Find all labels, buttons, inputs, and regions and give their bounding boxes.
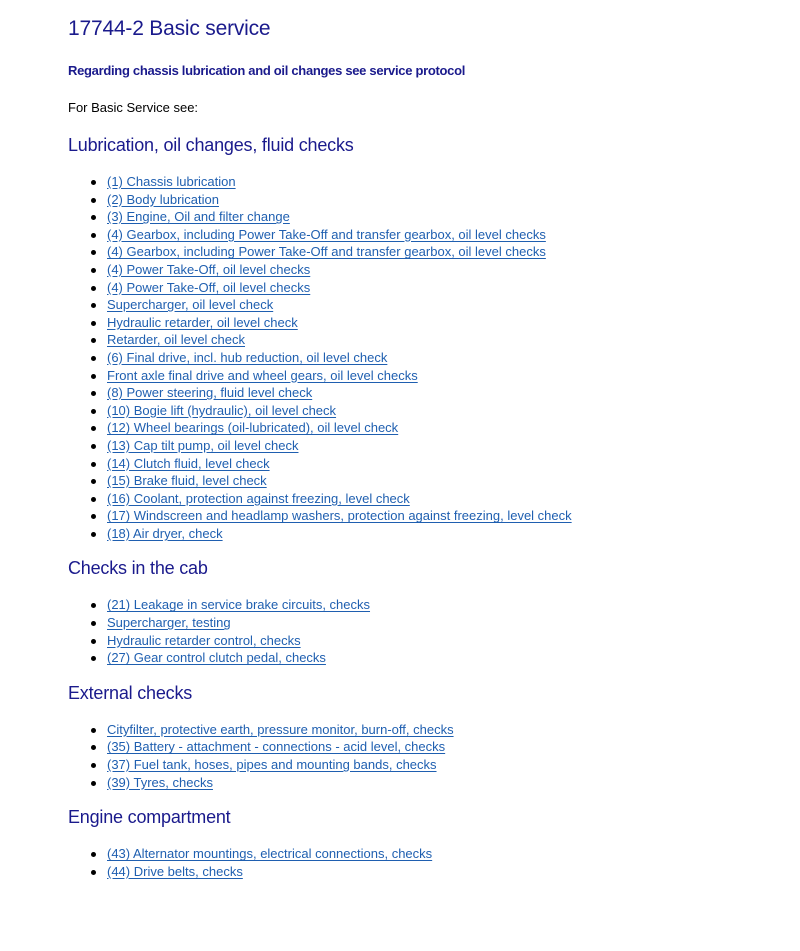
list-item xyxy=(68,261,800,279)
list-item xyxy=(68,367,800,385)
service-link[interactable]: Front axle final drive and wheel gears, oil level checks xyxy=(107,367,418,383)
bullet-icon xyxy=(91,781,96,786)
list-item xyxy=(68,402,800,420)
page-title: 17744-2 Basic service xyxy=(68,17,271,40)
bullet-icon xyxy=(91,215,96,220)
service-link[interactable]: (18) Air dryer, check xyxy=(107,525,223,541)
section-heading-lubrication: Lubrication, oil changes, fluid checks xyxy=(68,135,354,155)
subtitle: Regarding chassis lubrication and oil changes see service protocol xyxy=(68,63,466,78)
link-list-lubrication xyxy=(68,173,800,542)
list-item xyxy=(68,614,800,632)
link-list-external-checks xyxy=(68,721,800,791)
bullet-icon xyxy=(91,728,96,733)
list-item xyxy=(68,419,800,437)
list-item xyxy=(68,296,800,314)
bullet-icon xyxy=(91,374,96,379)
bullet-icon xyxy=(91,621,96,626)
service-link[interactable]: (17) Windscreen and headlamp washers, protection against freezing, level check xyxy=(107,508,572,524)
service-link[interactable]: (4) Gearbox, including Power Take-Off and transfer gearbox, oil level checks xyxy=(107,226,546,242)
bullet-icon xyxy=(91,391,96,396)
list-item xyxy=(68,243,800,261)
service-link[interactable]: (16) Coolant, protection against freezing, level check xyxy=(107,490,410,506)
service-link[interactable]: Retarder, oil level check xyxy=(107,332,246,348)
bullet-icon xyxy=(91,639,96,644)
list-item xyxy=(68,845,800,863)
bullet-icon xyxy=(91,198,96,203)
bullet-icon xyxy=(91,409,96,414)
service-link[interactable]: (10) Bogie lift (hydraulic), oil level check xyxy=(107,402,337,418)
service-link[interactable]: (43) Alternator mountings, electrical connections, checks xyxy=(107,846,433,862)
bullet-icon xyxy=(91,497,96,502)
service-link[interactable]: Hydraulic retarder control, checks xyxy=(107,632,301,648)
list-item xyxy=(68,596,800,614)
list-item xyxy=(68,490,800,508)
bullet-icon xyxy=(91,870,96,875)
service-link[interactable]: (4) Power Take-Off, oil level checks xyxy=(107,261,311,277)
bullet-icon xyxy=(91,303,96,308)
service-link[interactable]: (21) Leakage in service brake circuits, checks xyxy=(107,597,371,613)
service-link[interactable]: (39) Tyres, checks xyxy=(107,774,213,790)
service-link[interactable]: (37) Fuel tank, hoses, pipes and mounting bands, checks xyxy=(107,757,437,773)
bullet-icon xyxy=(91,321,96,326)
bullet-icon xyxy=(91,444,96,449)
link-list-cab-checks xyxy=(68,596,800,666)
bullet-icon xyxy=(91,532,96,537)
list-item xyxy=(68,331,800,349)
list-item xyxy=(68,279,800,297)
service-link[interactable]: (1) Chassis lubrication xyxy=(107,174,236,189)
bullet-icon xyxy=(91,852,96,857)
service-link[interactable]: Hydraulic retarder, oil level check xyxy=(107,314,298,330)
service-link[interactable]: (8) Power steering, fluid level check xyxy=(107,385,313,401)
service-link[interactable]: (3) Engine, Oil and filter change xyxy=(107,209,290,225)
list-item xyxy=(68,437,800,455)
section-heading-cab-checks: Checks in the cab xyxy=(68,558,208,579)
list-item xyxy=(68,349,800,367)
list-item xyxy=(68,738,800,756)
list-item xyxy=(68,774,800,792)
list-item xyxy=(68,314,800,332)
bullet-icon xyxy=(91,462,96,467)
service-link[interactable]: (13) Cap tilt pump, oil level check xyxy=(107,437,299,453)
service-link[interactable]: (2) Body lubrication xyxy=(107,191,219,207)
bullet-icon xyxy=(91,745,96,750)
service-link[interactable]: (6) Final drive, incl. hub reduction, oil level check xyxy=(107,349,388,365)
bullet-icon xyxy=(91,286,96,291)
list-item xyxy=(68,507,800,525)
link-list-engine-compartment xyxy=(68,845,800,880)
list-item xyxy=(68,649,800,667)
list-item xyxy=(68,863,800,881)
bullet-icon xyxy=(91,233,96,238)
list-item xyxy=(68,226,800,244)
service-link[interactable]: (14) Clutch fluid, level check xyxy=(107,455,270,471)
bullet-icon xyxy=(91,356,96,361)
list-item xyxy=(68,721,800,739)
bullet-icon xyxy=(91,603,96,608)
bullet-icon xyxy=(91,479,96,484)
bullet-icon xyxy=(91,180,96,185)
bullet-icon xyxy=(91,250,96,255)
service-link[interactable]: Supercharger, oil level check xyxy=(107,297,274,313)
service-link[interactable]: (12) Wheel bearings (oil-lubricated), oil level check xyxy=(107,420,399,436)
service-link[interactable]: (35) Battery - attachment - connections - acid level, checks xyxy=(107,739,446,755)
bullet-icon xyxy=(91,426,96,431)
service-link[interactable]: (27) Gear control clutch pedal, checks xyxy=(107,650,326,666)
service-link[interactable]: (44) Drive belts, checks xyxy=(107,863,243,879)
list-item xyxy=(68,455,800,473)
list-item xyxy=(68,525,800,543)
list-item xyxy=(68,472,800,490)
service-link[interactable]: Cityfilter, protective earth, pressure monitor, burn-off, checks xyxy=(107,721,454,737)
list-item xyxy=(68,384,800,402)
intro-text: For Basic Service see: xyxy=(68,100,199,115)
list-item xyxy=(68,208,800,226)
section-heading-external-checks: External checks xyxy=(68,682,193,703)
service-link[interactable]: Supercharger, testing xyxy=(107,615,231,631)
bullet-icon xyxy=(91,656,96,661)
service-link[interactable]: (15) Brake fluid, level check xyxy=(107,473,267,489)
section-heading-engine-compartment: Engine compartment xyxy=(68,807,231,828)
service-link[interactable]: (4) Power Take-Off, oil level checks xyxy=(107,279,311,295)
service-link[interactable]: (4) Gearbox, including Power Take-Off and transfer gearbox, oil level checks xyxy=(107,244,546,260)
list-item xyxy=(68,191,800,209)
bullet-icon xyxy=(91,763,96,768)
list-item xyxy=(68,173,800,191)
bullet-icon xyxy=(91,268,96,273)
bullet-icon xyxy=(91,514,96,519)
bullet-icon xyxy=(91,338,96,343)
list-item xyxy=(68,756,800,774)
list-item xyxy=(68,632,800,650)
